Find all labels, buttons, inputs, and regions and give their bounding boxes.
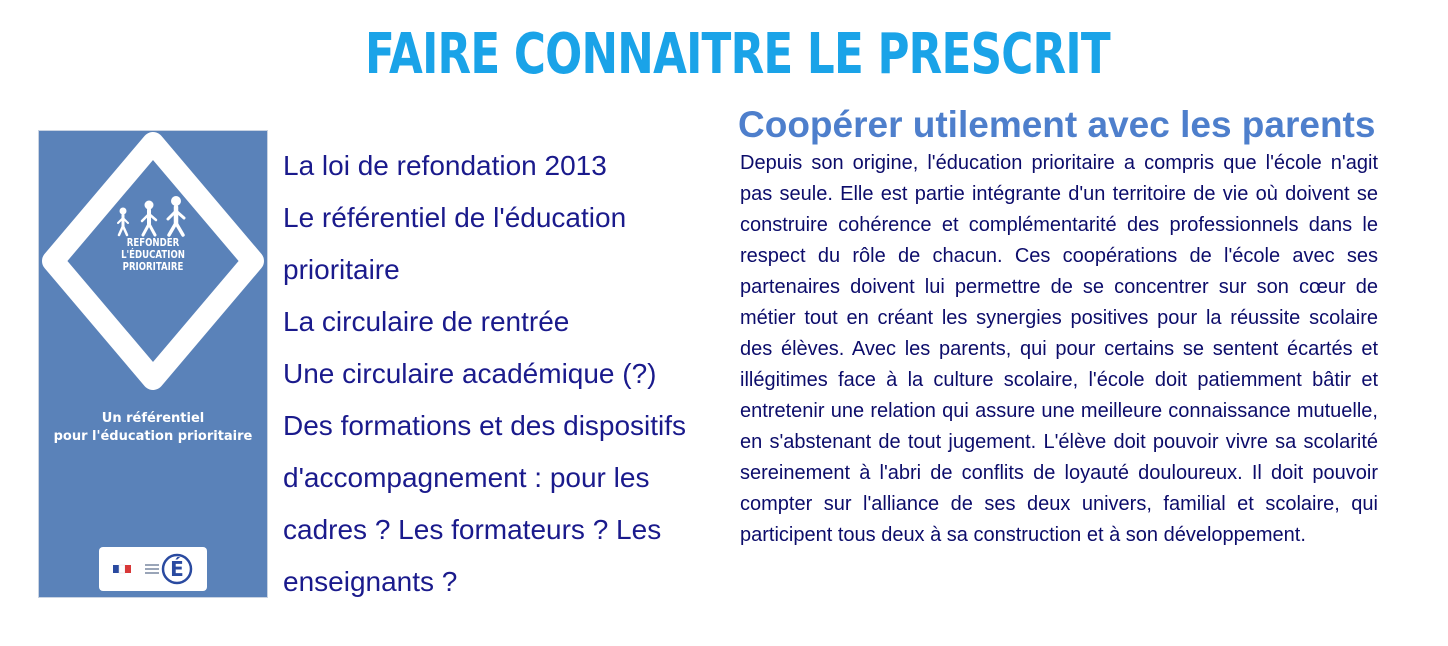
list-item: La loi de refondation 2013 <box>283 150 607 181</box>
page-title: FAIRE CONNAITRE LE PRESCRIT <box>365 22 1110 87</box>
list-item: Une circulaire académique (?) <box>283 358 657 389</box>
cover-subtitle: Un référentiel <box>101 411 205 426</box>
section-heading: Coopérer utilement avec les parents <box>738 104 1376 145</box>
list-item: Des formations et des dispositifs d'accompagnement : pour les cadres ? Les formateurs ? Les enseignants ? <box>283 410 687 597</box>
education-logo-icon: É <box>170 557 184 581</box>
section-body-text: Depuis son origine, l'éducation prioritaire a compris que l'école n'agit pas seule. Elle est partie intégrante d'un territoire de vie où doivent se construire cohérence et complémentarité des professionnels dans le respect du rôle de chacun. Ces coopérations de l'école avec ses partenaires doivent lui permettre de se concentrer sur son cœur de métier tout en créant les synergies positives pour la réussite scolaire des élèves. Avec les parents, qui pour certains se sentent écartés et illégitimes face à la culture scolaire, l'école doit patiemment bâtir et entretenir une relation qui assure une meilleure connaissance mutuelle, en s'abstenant de tout jugement. L'élève doit pouvoir vivre sa scolarité sereinement à l'abri de conflits de loyauté douloureux. Il doit pouvoir compter sur l'alliance de ses deux univers, familial et scolaire, qui participent tous deux à sa construction et à son développement. <box>740 152 1378 546</box>
list-item: Le référentiel de l'éducation prioritaire <box>283 202 627 285</box>
walking-children-icon <box>118 196 184 235</box>
cover-logo-line: L'ÉDUCATION <box>121 248 185 261</box>
cover-subtitle: pour l'éducation prioritaire <box>53 429 253 444</box>
republic-flag-icon <box>99 547 207 591</box>
cover-logo-line: PRIORITAIRE <box>122 260 184 273</box>
diamond-logo-icon <box>39 131 267 597</box>
prescribed-documents-list <box>283 140 713 608</box>
referentiel-cover-image <box>38 130 268 598</box>
list-item: La circulaire de rentrée <box>283 306 570 337</box>
cover-footer-logos <box>99 547 207 591</box>
cover-logo-line: REFONDER <box>126 236 180 249</box>
